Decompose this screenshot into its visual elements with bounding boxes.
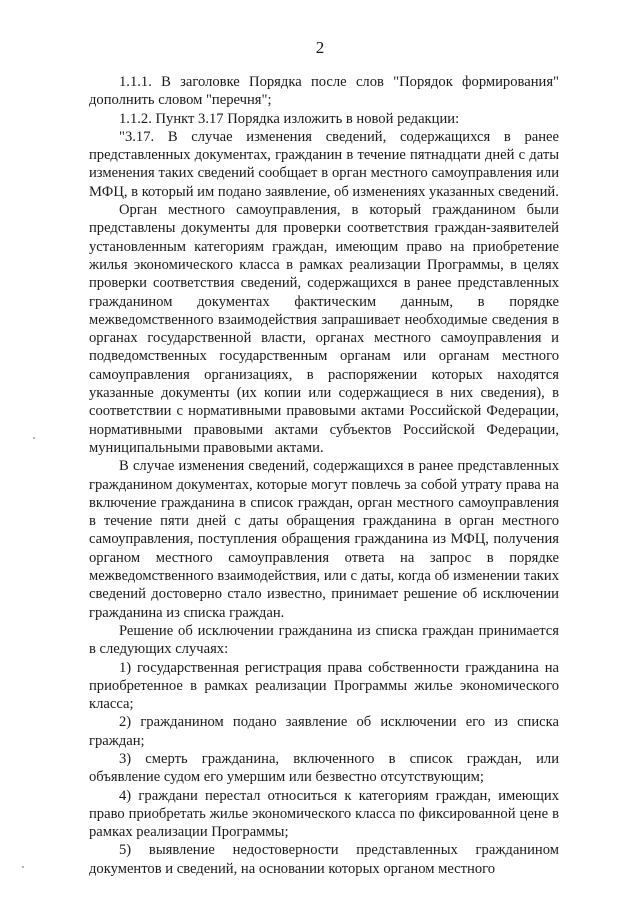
list-item-2: 2) гражданином подано заявление об исключении его из списка граждан; <box>89 714 559 749</box>
scan-speck <box>33 437 35 439</box>
paragraph-exclusion-procedure: В случае изменения сведений, содержащихся в ранее представленных гражданином документах, которые могут повлечь за собой утрату права на включение гражданина в список граждан, орган местного самоуправления в течение пяти дней с даты обращения гражданина в орган местного самоуправления, поступления обращения гражданина из МФЦ, получения органом местного самоуправления ответа на запрос в порядке межведомственного взаимодействия, или с даты, когда об изменении таких сведений достоверно стало известно, принимает решение об исключении гражданина из списка граждан. <box>89 458 559 621</box>
list-item-5: 5) выявление недостоверности представленных гражданином документов и сведений, на основании которых органом местного <box>89 842 559 877</box>
paragraph-1-1-2: 1.1.2. Пункт 3.17 Порядка изложить в новой редакции: <box>119 110 460 127</box>
paragraph-3-17-intro: "3.17. В случае изменения сведений, содержащихся в ранее представленных документах, гражданин в течение пятнадцати дней с даты изменения таких сведений сообщает в орган местного самоуправления или МФЦ, в который им подано заявление, об изменениях указанных сведений. <box>89 128 559 200</box>
page-number: 2 <box>315 38 325 57</box>
paragraph-1-1-1: 1.1.1. В заголовке Порядка после слов "Порядок формирования" дополнить словом "перечня"; <box>89 74 559 109</box>
document-body <box>89 73 559 878</box>
list-item-3: 3) смерть гражданина, включенного в список граждан, или объявление судом его умершим или безвестно отсутствующим; <box>89 750 559 786</box>
list-item-1: 1) государственная регистрация права собственности гражданина на приобретенное в рамках реализации Программы жилье экономического класса; <box>89 659 559 713</box>
list-item-4: 4) граждани перестал относиться к категориям граждан, имеющих право приобретать жилье экономического класса по фиксированной цене в рамках реализации Программы; <box>89 787 559 841</box>
paragraph-exclusion-cases-intro: Решение об исключении гражданина из списка граждан принимается в следующих случаях: <box>89 622 559 658</box>
scan-speck <box>22 866 24 868</box>
paragraph-local-government-check: Орган местного самоуправления, в который гражданином были представлены документы для проверки соответствия граждан-заявителей установленным категориям граждан, имеющим право на приобретение жилья экономического класса в рамках реализации Программы, в целях проверки соответствия сведений, содержащихся в ранее представленных гражданином документах фактическим данным, в порядке межведомственного взаимодействия запрашивает необходимые сведения в органах государственной власти, органах местного самоуправления и подведомственных государственным органам или органам местного самоуправления организациях, в распоряжении которых находятся указанные документы (их копии или содержащиеся в них сведения), в соответствии с нормативными правовыми актами Российской Федерации, нормативными правовыми актами субъектов Российской Федерации, муниципальными правовыми актами. <box>89 202 559 456</box>
